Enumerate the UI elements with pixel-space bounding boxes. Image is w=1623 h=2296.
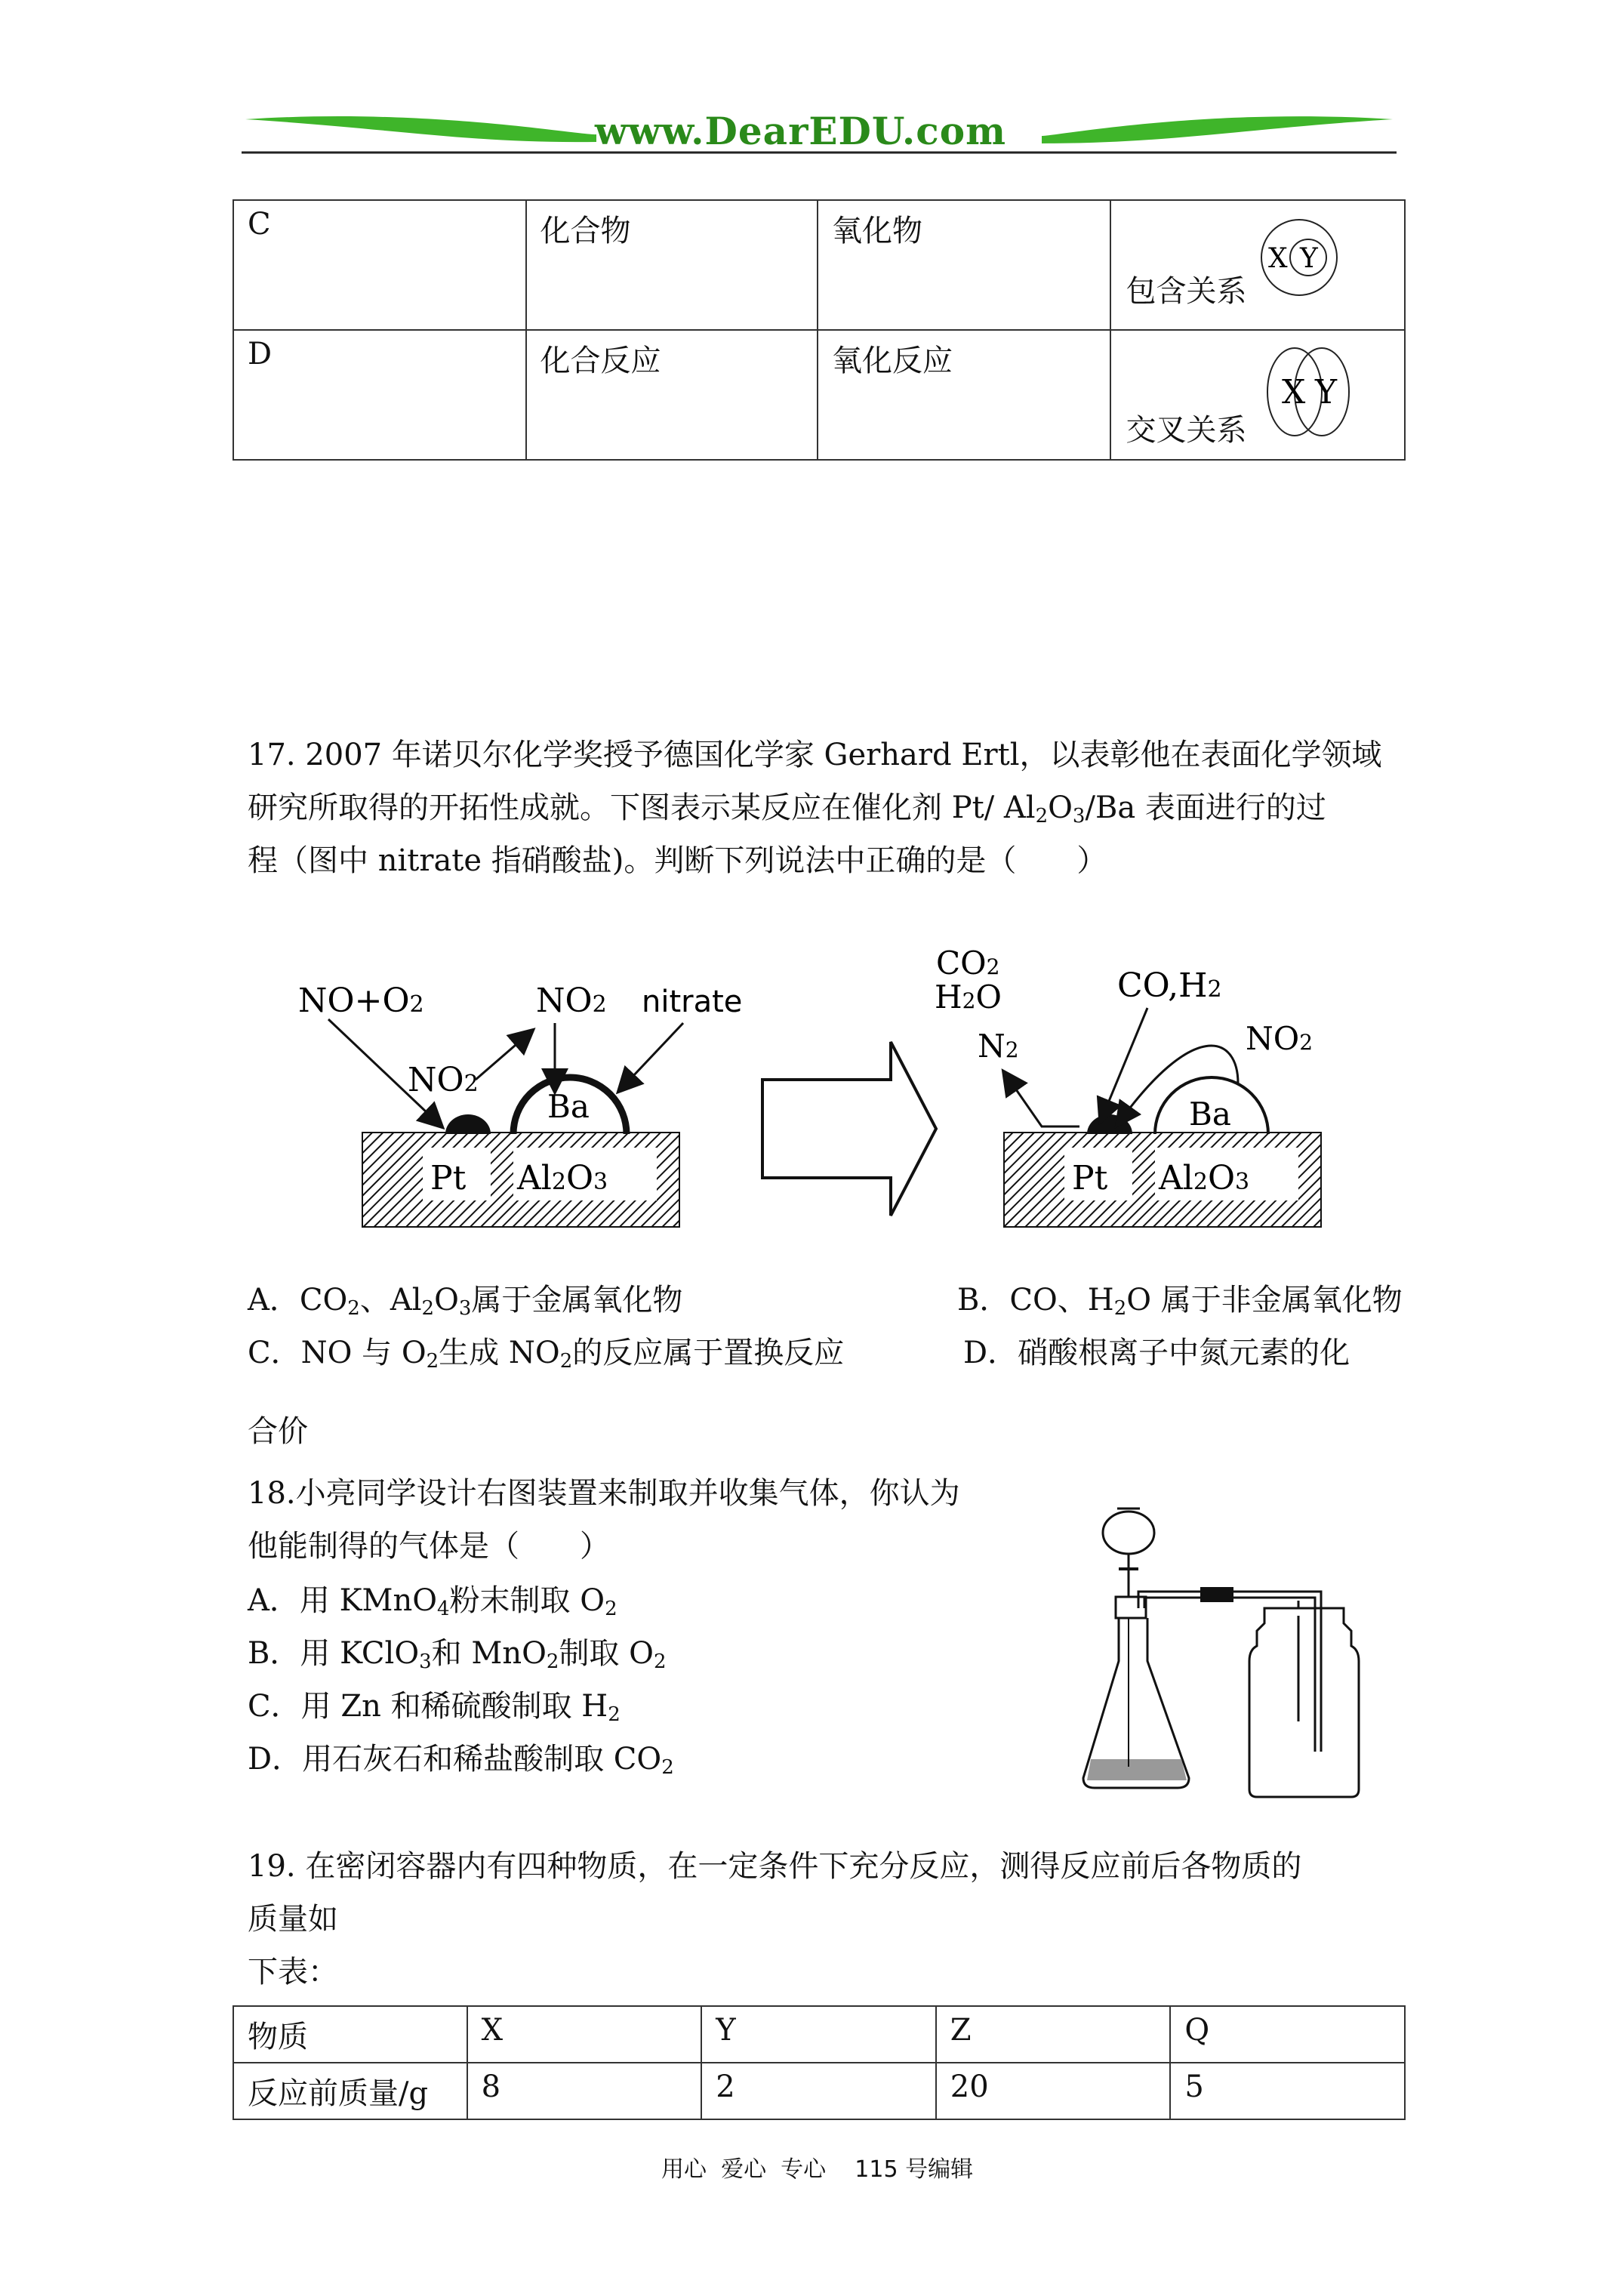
svg-text:Al2O3: Al2O3	[517, 1159, 608, 1197]
svg-text:CO,H2: CO,H2	[1117, 966, 1222, 1005]
x-cell: 化合反应	[526, 330, 818, 460]
mass-table	[233, 2005, 1406, 2120]
header-cell: X	[467, 2006, 702, 2063]
header-cell: Z	[936, 2006, 1171, 2063]
q19-line2: 质量如	[248, 1902, 338, 1937]
intersection-venn-icon	[1261, 344, 1356, 439]
svg-text:NO2: NO2	[536, 982, 607, 1020]
q17-line1: 17. 2007 年诺贝尔化学奖授予德国化学家 Gerhard Ertl，以表彰他在表面化学领域	[248, 738, 1382, 772]
table-row	[233, 2006, 1405, 2063]
relation-label: 包含关系	[1126, 274, 1247, 309]
data-cell: 20	[936, 2063, 1171, 2119]
header-cell: 物质	[233, 2006, 467, 2063]
q17-option-d-continued: 合价	[248, 1414, 308, 1449]
page-footer: 用心 爱心 专心 115 号编辑	[661, 2156, 974, 2183]
svg-text:N2: N2	[978, 1028, 1019, 1065]
data-cell: 5	[1170, 2063, 1405, 2119]
q18-line2: 他能制得的气体是（ ）	[248, 1529, 610, 1564]
table-row	[233, 200, 1405, 330]
table-row	[233, 330, 1405, 460]
q17-option-c: C．NO 与 $O_2$生成 $NO_2$的反应属于置换反应	[248, 1336, 845, 1373]
svg-text:Ba: Ba	[547, 1088, 590, 1125]
venn-x-label: X	[1281, 373, 1305, 411]
svg-text:CO2: CO2	[936, 945, 1000, 982]
header-banner	[242, 106, 1397, 159]
q18-option-a: A．用 KMnO$_4$粉末制取 $O_2$	[248, 1583, 617, 1620]
q17-line2: 研究所取得的开拓性成就。下图表示某反应在催化剂 Pt/ $Al_2O_3/Ba$ 表面进行的过	[248, 791, 1326, 827]
relation-label: 交叉关系	[1126, 413, 1247, 448]
svg-text:nitrate: nitrate	[642, 985, 743, 1019]
svg-text:NO2: NO2	[1246, 1020, 1313, 1057]
y-cell: 氧化物	[818, 200, 1110, 330]
q17-line3: 程（图中 nitrate 指硝酸盐)。判断下列说法中正确的是（ ）	[248, 843, 1107, 878]
containment-venn-icon	[1258, 216, 1341, 299]
venn-x-label: X	[1267, 243, 1288, 274]
gas-apparatus-diagram	[1072, 1502, 1389, 1820]
svg-text:Ba: Ba	[1189, 1096, 1231, 1133]
header-cell: Q	[1170, 2006, 1405, 2063]
q18-option-c: C．用 Zn 和稀硫酸制取 $H_2$	[248, 1689, 621, 1726]
x-cell: 化合物	[526, 200, 818, 330]
site-url: www.DearEDU.com	[595, 109, 1007, 153]
q18-option-d: D．用石灰石和稀盐酸制取 $CO_2$	[248, 1742, 674, 1779]
q18-line1: 18.小亮同学设计右图装置来制取并收集气体，你认为	[248, 1476, 960, 1511]
q19-line3: 下表：	[248, 1955, 338, 1989]
table-row	[233, 2063, 1405, 2119]
data-cell: 8	[467, 2063, 702, 2119]
svg-text:NO+O2: NO+O2	[298, 982, 424, 1020]
svg-text:Al2O3: Al2O3	[1159, 1159, 1250, 1197]
relation-cell	[1110, 330, 1405, 460]
header-cell: Y	[701, 2006, 936, 2063]
svg-text:NO2: NO2	[408, 1061, 479, 1099]
data-cell: 反应前质量/g	[233, 2063, 467, 2119]
y-cell: 氧化反应	[818, 330, 1110, 460]
option-cell: D	[233, 330, 526, 460]
venn-y-label: Y	[1314, 373, 1337, 411]
q19-line1: 19. 在密闭容器内有四种物质，在一定条件下充分反应，测得反应前后各物质的	[248, 1849, 1302, 1884]
relation-cell	[1110, 200, 1405, 330]
data-cell: 2	[701, 2063, 936, 2119]
q17-option-d: D．硝酸根离子中氮元素的化	[963, 1336, 1350, 1370]
svg-text:Pt: Pt	[1072, 1159, 1108, 1197]
option-cell: C	[233, 200, 526, 330]
q17-option-b: B．CO、$H_2O$ 属于非金属氧化物	[957, 1283, 1403, 1320]
svg-text:Pt: Pt	[430, 1159, 467, 1197]
svg-text:H2O: H2O	[935, 978, 1002, 1015]
q18-option-b: B．用 KClO$_3$和 MnO$_2$制取 $O_2$	[248, 1636, 667, 1673]
catalyst-reaction-diagram	[287, 929, 1359, 1246]
venn-y-label: Y	[1299, 243, 1318, 274]
classification-table	[233, 199, 1406, 461]
q17-option-a: A．$CO_2$、$Al_2O_3$属于金属氧化物	[248, 1283, 683, 1320]
